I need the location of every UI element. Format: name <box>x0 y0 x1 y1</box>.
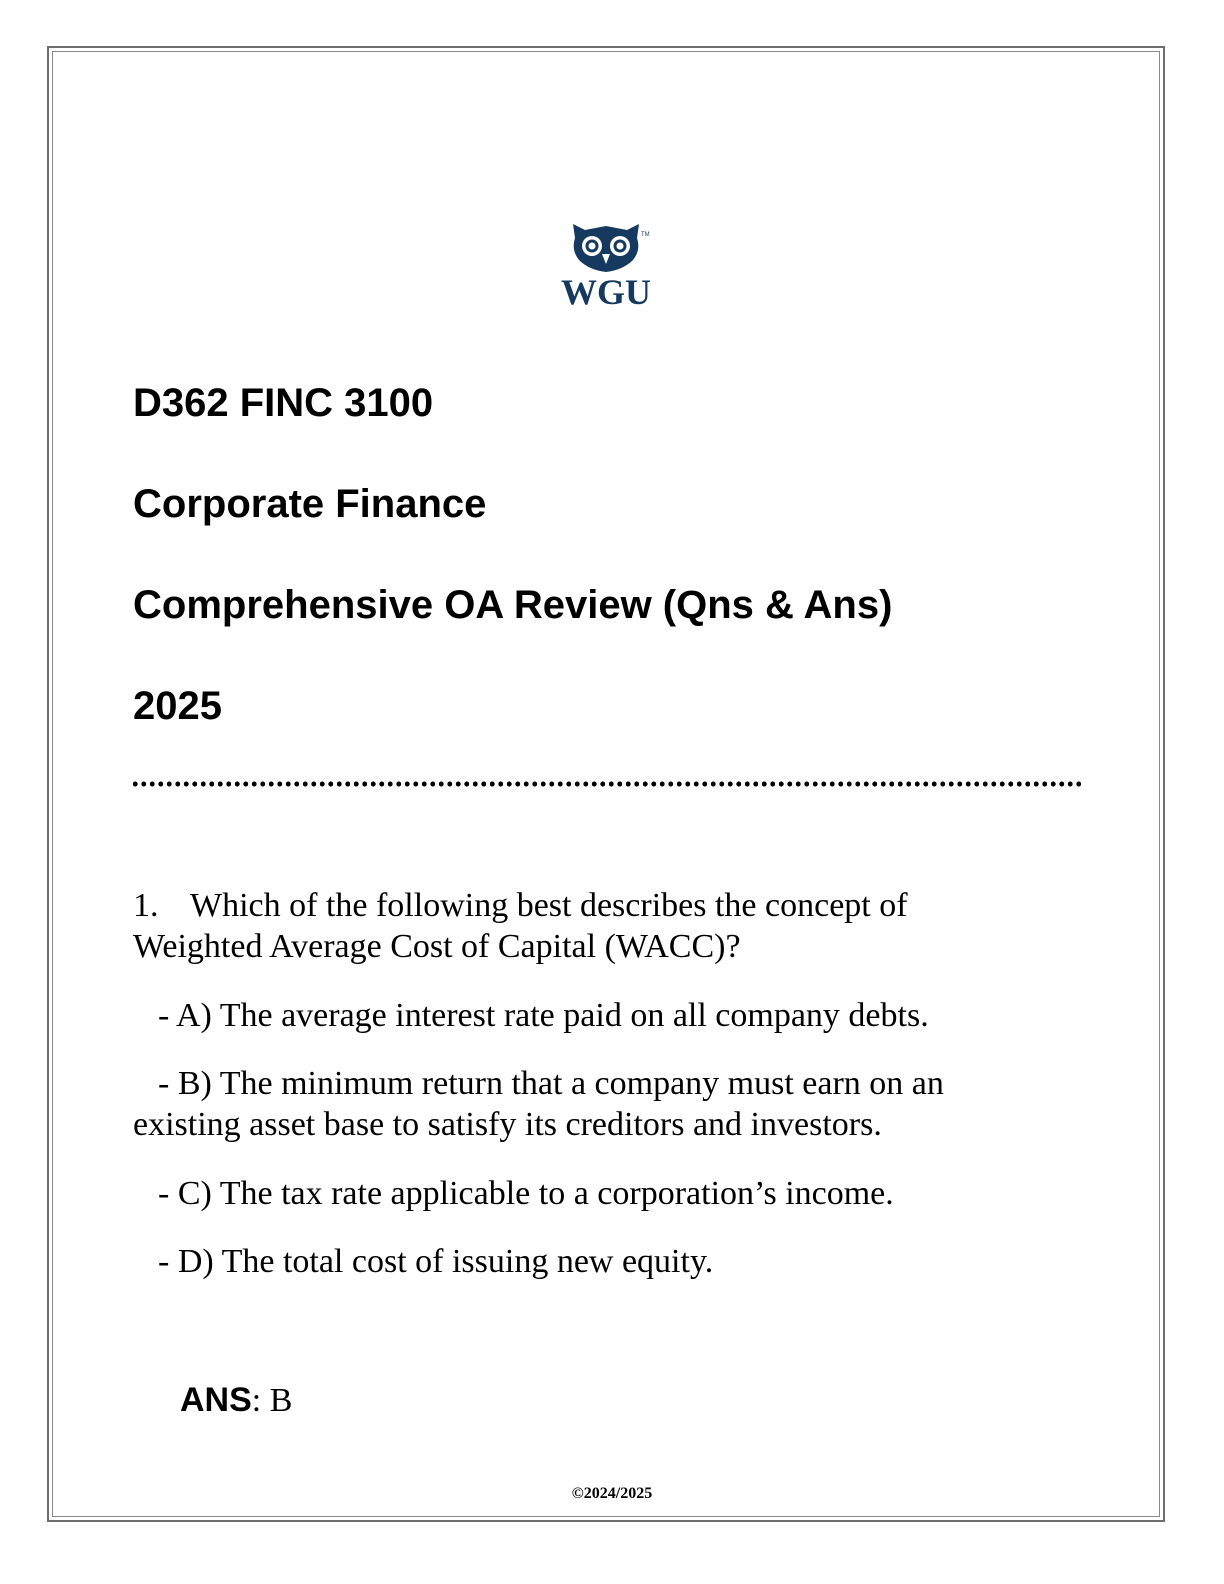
option-d: - D) The total cost of issuing new equity. <box>158 1243 714 1280</box>
option-b-line1: - B) The minimum return that a company must earn on an <box>158 1065 944 1102</box>
course-name: Corporate Finance <box>133 482 487 526</box>
answer-label: ANS <box>180 1381 252 1419</box>
dotted-divider <box>131 781 1083 787</box>
svg-text:TM: TM <box>641 232 650 238</box>
question-text-line2: Weighted Average Cost of Capital (WACC)? <box>133 928 741 965</box>
option-a: - A) The average interest rate paid on all company debts. <box>158 997 929 1034</box>
option-c: - C) The tax rate applicable to a corporation’s income. <box>158 1175 894 1212</box>
wgu-wordmark: WGU <box>561 272 651 308</box>
question-text-line1: Which of the following best describes the concept of <box>190 887 908 924</box>
document-year: 2025 <box>133 684 222 728</box>
answer-value: : B <box>251 1382 293 1419</box>
option-b-line2: existing asset base to satisfy its creditors and investors. <box>133 1106 882 1143</box>
copyright-footer: ©2024/2025 <box>571 1485 653 1502</box>
document-type: Comprehensive OA Review (Qns & Ans) <box>133 583 893 627</box>
owl-icon <box>573 224 650 272</box>
course-code: D362 FINC 3100 <box>133 381 434 425</box>
question-number: 1. <box>133 887 159 924</box>
wgu-logo <box>553 220 659 308</box>
answer <box>180 1378 292 1423</box>
